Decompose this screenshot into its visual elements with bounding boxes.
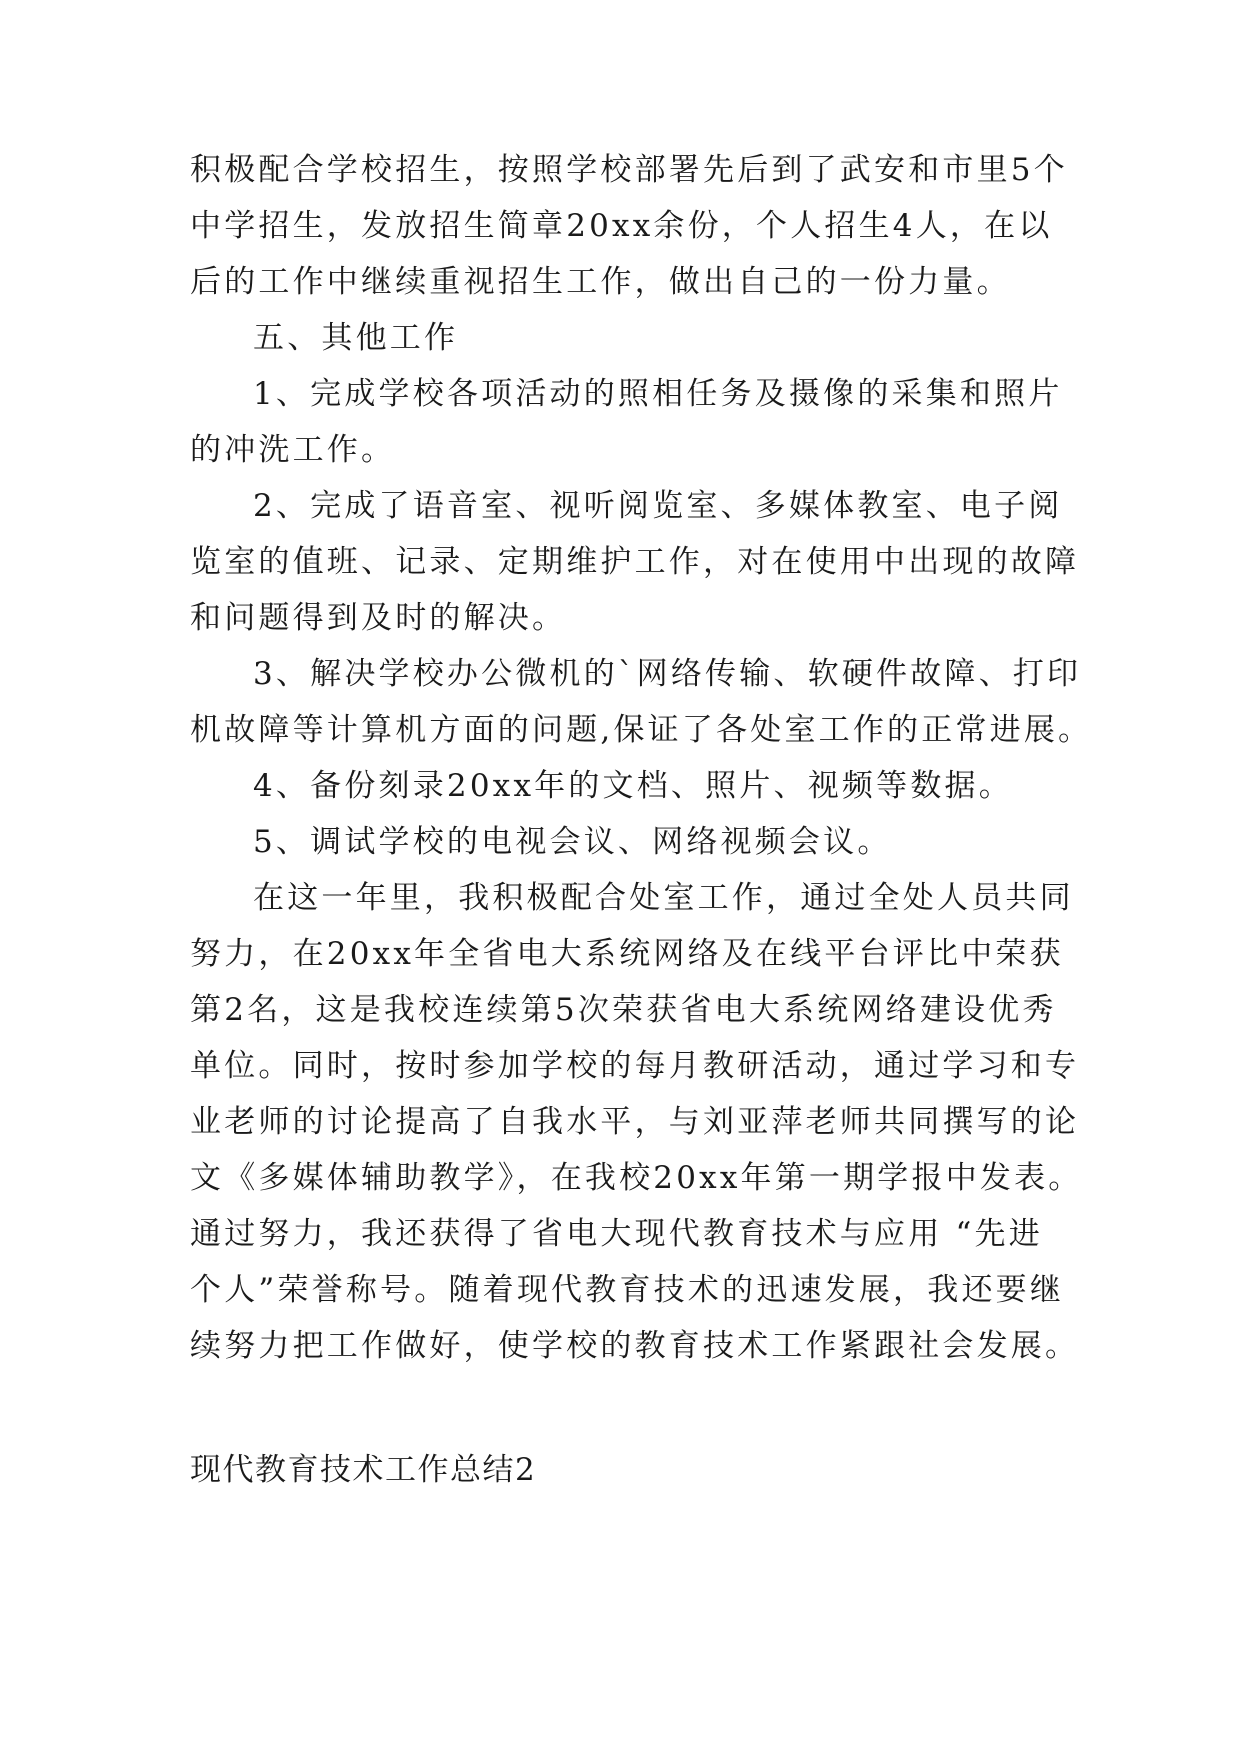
section-heading: 五、其他工作 (253, 320, 459, 356)
text-line: 文《多媒体辅助教学》，在我校20xx年第一期学报中发表。 (190, 1160, 1083, 1196)
text-line: 单位。同时，按时参加学校的每月教研活动，通过学习和专 (190, 1048, 1080, 1084)
section-title: 现代教育技术工作总结2 (190, 1452, 537, 1488)
text-line: 积极配合学校招生，按照学校部署先后到了武安和市里5个 (190, 152, 1068, 188)
text-line: 5、调试学校的电视会议、网络视频会议。 (253, 824, 892, 860)
text-line: 4、备份刻录20xx年的文档、照片、视频等数据。 (253, 768, 1013, 804)
text-line: 个人”荣誉称号。随着现代教育技术的迅速发展，我还要继 (190, 1272, 1065, 1308)
text-line: 和问题得到及时的解决。 (190, 600, 567, 636)
text-line: 3、解决学校办公微机的`网络传输、软硬件故障、打印 (253, 656, 1082, 692)
text-line: 中学招生，发放招生简章20xx余份，个人招生4人，在以 (190, 208, 1053, 244)
text-line: 通过努力，我还获得了省电大现代教育技术与应用 “先进 (190, 1216, 1043, 1252)
text-line: 览室的值班、记录、定期维护工作，对在使用中出现的故障 (190, 544, 1080, 580)
text-line: 2、完成了语音室、视听阅览室、多媒体教室、电子阅 (253, 488, 1063, 524)
text-line: 努力，在20xx年全省电大系统网络及在线平台评比中荣获 (190, 936, 1064, 972)
text-line: 后的工作中继续重视招生工作，做出自己的一份力量。 (190, 264, 1011, 300)
text-line: 的冲洗工作。 (190, 432, 396, 468)
text-line: 机故障等计算机方面的问题,保证了各处室工作的正常进展。 (190, 712, 1093, 748)
text-line: 业老师的讨论提高了自我水平，与刘亚萍老师共同撰写的论 (190, 1104, 1080, 1140)
text-line: 在这一年里，我积极配合处室工作，通过全处人员共同 (253, 880, 1074, 916)
text-line: 第2名，这是我校连续第5次荣获省电大系统网络建设优秀 (190, 992, 1057, 1028)
text-line: 续努力把工作做好，使学校的教育技术工作紧跟社会发展。 (190, 1328, 1080, 1364)
text-line: 1、完成学校各项活动的照相任务及摄像的采集和照片 (253, 376, 1063, 412)
